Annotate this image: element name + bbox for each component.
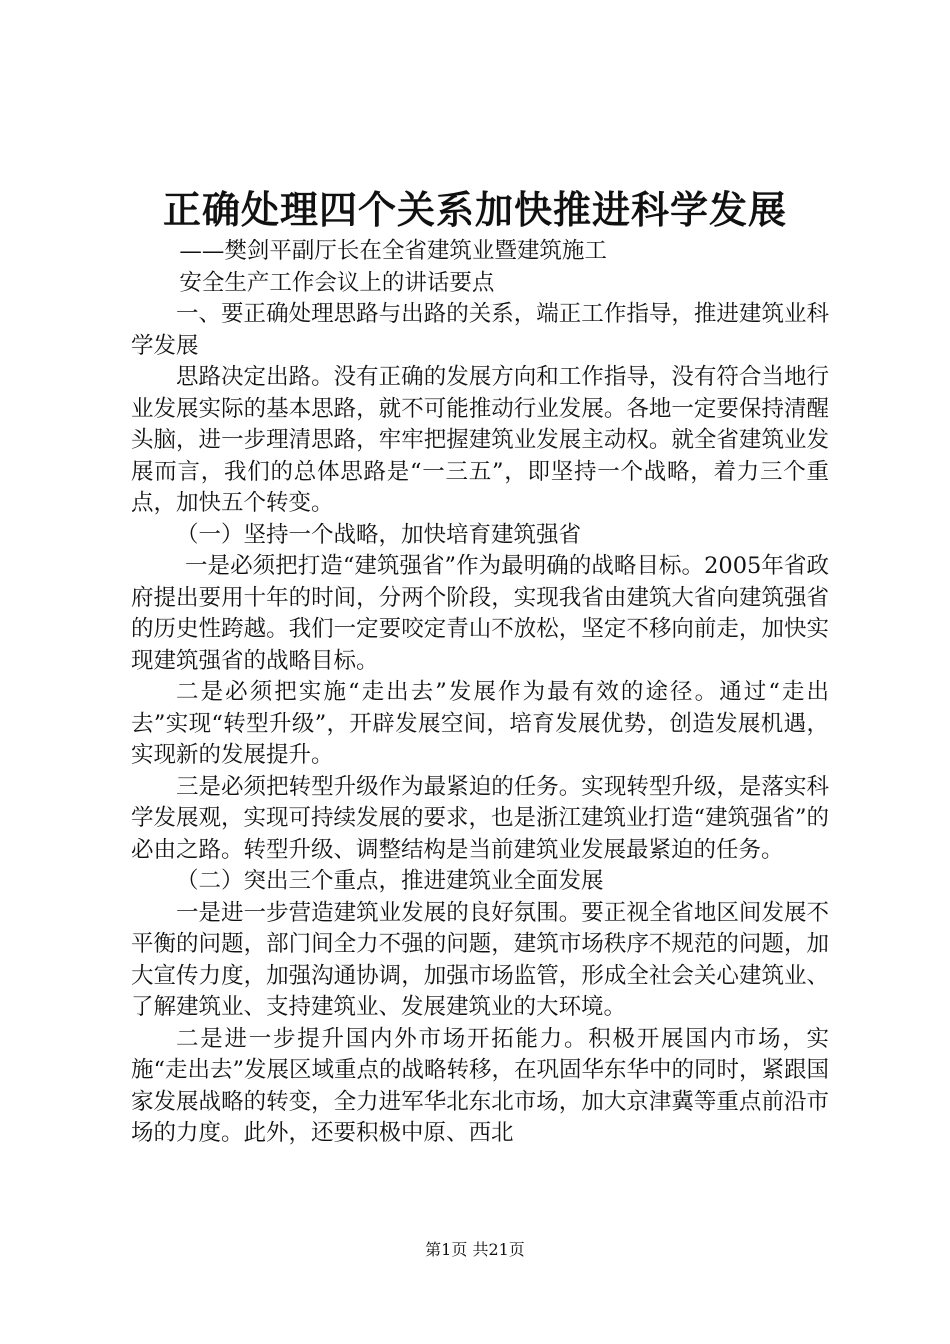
subtitle-line-1: ——樊剑平副厅长在全省建筑业暨建筑施工: [179, 238, 607, 264]
paragraph: 思路决定出路。没有正确的发展方向和工作指导，没有符合当地行业发展实际的基本思路，就不可能推动行业发展。各地一定要保持清醒头脑，进一步理清思路，牢牢把握建筑业发展主动权。就全省建筑业发展而言，我们的总体思路是“一三五”，即坚持一个战略，着力三个重点，加快五个转变。: [131, 364, 829, 516]
paragraph: 二是必须把实施“走出去”发展作为最有效的途径。通过“走出去”实现“转型升级”，开辟发展空间，培育发展优势，创造发展机遇，实现新的发展提升。: [131, 679, 829, 768]
subtitle-line-2: 安全生产工作会议上的讲话要点: [179, 269, 495, 296]
paragraph: 一是进一步营造建筑业发展的良好氛围。要正视全省地区间发展不平衡的问题，部门间全力不强的问题，建筑市场秩序不规范的问题，加大宣传力度，加强沟通协调，加强市场监管，形成全社会关心建筑业、了解建筑业、支持建筑业、发展建筑业的大环境。: [131, 899, 829, 1020]
paragraph: 二是进一步提升国内外市场开拓能力。积极开展国内市场，实施“走出去”发展区域重点的战略转移，在巩固华东华中的同时，紧跟国家发展战略的转变，全力进军华北东北市场，加大京津冀等重点前沿市场的力度。此外，还要积极中原、西北: [131, 1025, 830, 1146]
subsection-heading-2: （二）突出三个重点，推进建筑业全面发展: [176, 868, 604, 894]
document-title: 正确处理四个关系加快推进科学发展: [162, 187, 787, 232]
paragraph: 一是必须把打造“建筑强省”作为最明确的战略目标。2005年省政府提出要用十年的时间，分两个阶段，实现我省由建筑大省向建筑强省的历史性跨越。我们一定要咬定青山不放松，坚定不移向前走，加快实现建筑强省的战略目标。: [131, 553, 829, 674]
paragraph: 三是必须把转型升级作为最紧迫的任务。实现转型升级，是落实科学发展观，实现可持续发展的要求，也是浙江建筑业打造“建筑强省”的必由之路。转型升级、调整结构是当前建筑业发展最紧迫的任务。: [131, 773, 830, 863]
page-footer: 第1页 共21页: [425, 1240, 525, 1259]
document-body: [131, 236, 829, 1150]
subsection-heading-1: （一）坚持一个战略，加快培育建筑强省: [176, 521, 582, 548]
section-heading-1: 一、要正确处理思路与出路的关系，端正工作指导，推进建筑业科学发展: [131, 301, 829, 359]
